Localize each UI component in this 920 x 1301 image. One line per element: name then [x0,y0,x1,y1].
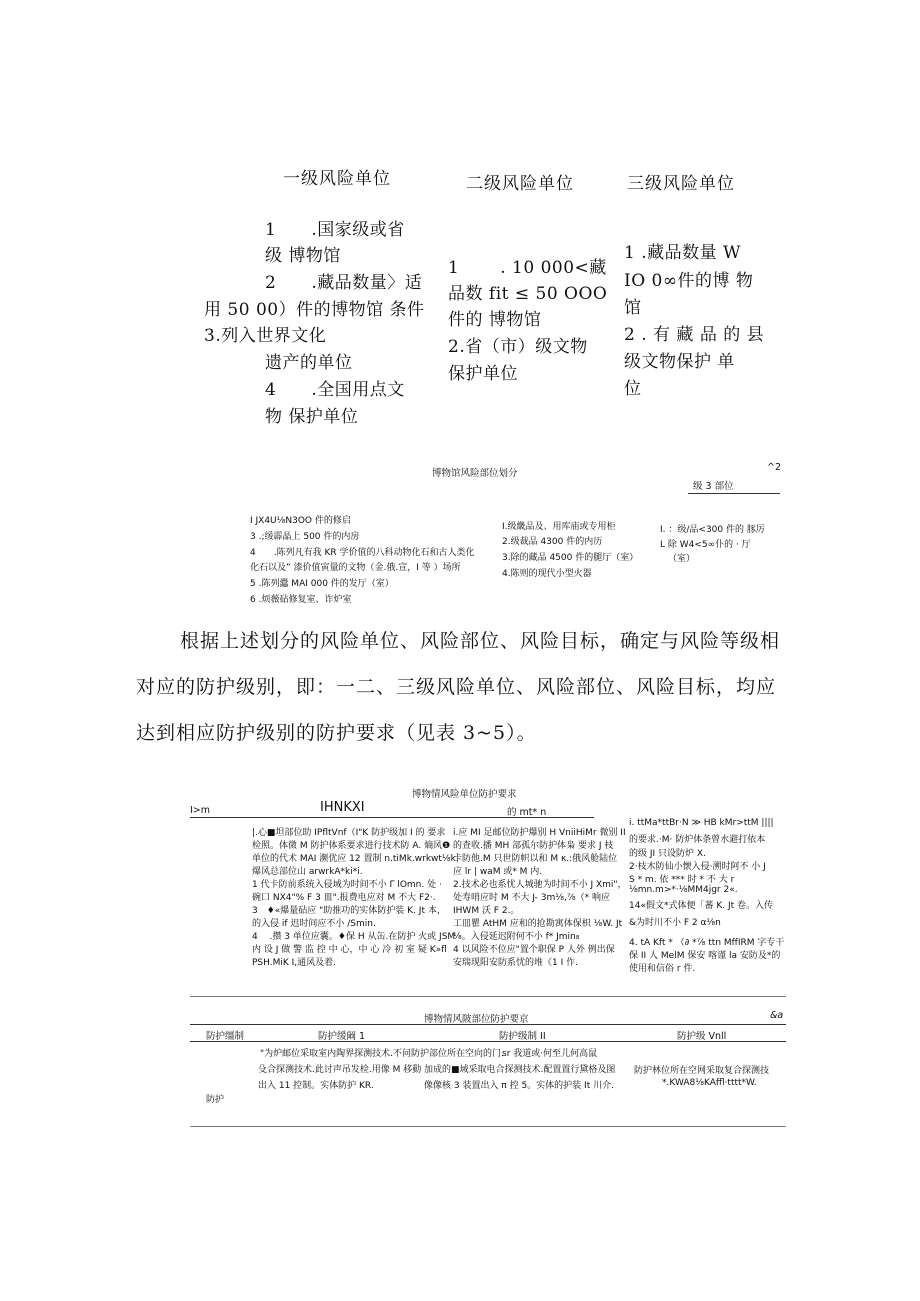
table2-col2-line: 的查收.播 MH 部孤尔防护体枭 要求 J 枝 [453,841,614,851]
col1-line: 3.列入世界文化 [204,326,327,346]
table1-col1-line: 化石以及” 漆价值寅量的文物（金.俄.宣，I 等 ）场所 [250,563,461,573]
table2-col2-line: ⅛。入侵延迟附何不小 f* Jmin₈ [453,932,580,942]
table2-col1-line: 4 .攒 3 单位应囊。♦保 H 从缶.在防护 火或 JSM [252,932,456,942]
col3-line: 位 [624,379,642,399]
table3-cell3-line: *.KWA8⅛KAffl·tttt*W. [662,1078,757,1088]
col1-line: 1 .国家级或省 [265,220,405,240]
table2-col2-line: 卡防他.M 只世防帜以和 M κ.:俄风舱陆位 [453,854,618,864]
col1-line: 级 博物馆 [265,246,341,266]
table2-col2-line: IHWM 沃 F 2.。 [453,906,520,916]
table3-cell2-line: 加成的■域采取电合探测技术.配置置行黛格及图 [424,1065,616,1075]
table1-col3-line: （室） [668,554,696,564]
table1-col2-line: 2.级裁品 4300 件的内历 [502,537,603,547]
table2-title: 博物情风险单位防护要求 [412,789,517,800]
table3-top-rule [190,1024,786,1025]
table2-col1-line: 爆风总部位山 arwrkA*ki*i. [252,867,363,877]
table2-header-2: IHNKXI [320,800,365,815]
table3-row-label: 防护 [206,1095,225,1105]
table3-bottom-rule [190,1126,786,1127]
col2-line: 保护单位 [448,364,518,384]
table3-cell1-line: 殳合探测技术.此讨声吊发检.用像 M 移動 [258,1065,422,1075]
table3-cell3-line: 防护林位所在空网采取复合探测技 [634,1066,770,1076]
paragraph-line: 达到相应防护级别的防护要求（见表 3~5）。 [136,722,537,744]
table2-col3-line: ⅛mn.m>*·⅛MM4jgr 2«. [629,885,738,895]
col3-line: 2 . 有 藏 品 的 县 [624,325,765,345]
col1-line: 遗产的单位 [265,353,353,373]
col3-line: IO 0∞件的博 物 [624,271,754,291]
table2-col3-line: 4. tA Kft * （∂ *⅞ ttn MffIRM 字专干 [629,938,785,948]
table2-col1-line: 的入侵 if 迟时间应不小 /Smin. [252,919,376,929]
table2-col3-line: 的级 JI 只设防炉 X. [629,849,706,859]
table1-header-rule [688,493,780,494]
table3-cell1-line: "为炉邮位采取室内陶界探测技术.不问防护部位所在空向的门. [260,1049,504,1059]
table2-col1-line: 单位的代术 MAI 濒优应 12 置制 n.tiMk.wrkwt⅛k. [252,854,459,864]
col3-line: 馆 [624,298,642,318]
table1-col1-line: 5 .陈列蠹 MAI 000 件的发厅（室） [250,579,394,589]
table1-col1-line: 4 .陈列凡有我 KR 学价值的八科动物化石和古人类化 [250,548,475,558]
col2-line: 1 . 10 000<藏 [448,258,607,278]
table2-col2-line: i.应 MI 足邮位防护爆别 H VniiHiMr 微别 II [453,828,626,838]
table3-cell1-line: 出入 11 控制。实体防护 KR. [258,1081,374,1091]
table2-col3-line: 2·枝木防仙小懐入侵·溯时阿不 小 J [629,862,766,872]
table3-title: 博物情风陂部位防护要京 [424,1014,529,1025]
col1-line: 4 .全国用点文 [265,380,405,400]
table1-col2-line: 3.除的藏品 4500 件的腿厅（室） [502,553,639,563]
table2-col2-line: 4 以风险不位应"置个职保 P 人外 例出保 [453,945,615,955]
table2-col3-line: i. ttMa*ttBr·N ≫ HB kMr>ttM |||| [629,818,774,828]
table2-col1-line: 碗口 NX4"% F 3 皿".报费电应对 M 不大 F2·. [252,893,436,903]
table2-col1-line: PSH.MiK I,通风及着. [252,958,337,968]
table2-col2-line: 工皿瞿 AtHM 应和的抢勘寓体保枳 ⅛W. Jt [453,919,623,929]
table2-col1-line: 内 设 J 做 警 监 控 中 心，中 心 冷 初 室 疑 K»fl [252,945,447,955]
table2-col1-line: 检照。体微 M 防护体系要求进行技术防 A. 熵风❶ [252,841,451,851]
table3-tag: &a [770,1010,784,1021]
table1-tag: ^2 [767,462,782,473]
table1-col3-line: I. ：级/品<300 件的 豚厉 [660,525,765,535]
table3-header: 防护缓阚 1 [318,1031,366,1042]
table2-col3-line: &为时川不小 F 2 α⅛n [629,918,721,928]
table3-header-rule [190,1041,786,1042]
table2-col1-line: |.心■坦部位助 IPfltVnf（I"K 防护级加 I 的 要求 [252,828,446,838]
paragraph-line: 根据上述划分的风险单位、风险部位、风险目标，确定与风险等级相 [180,630,781,652]
col1-line: 2 .藏品数量〉适 [265,273,423,293]
table2-col3-line: S * m. 依 *** 时 * 不 大 r [629,875,735,885]
table2-col1-line: 3 ♦«爆量砧应 "助推功的实体防护装 K. Jt 本， [252,906,446,916]
table2-col1-line: 1 代卡防前系统入侵域为时间不小 Γ lOmn. 处 · [252,880,442,890]
col2-line: 件的 博物馆 [448,310,542,330]
table2-col3-line: 的要求.·M· 防炉体条曾水避打依本 [629,835,766,845]
table2-col2-line: 安瑞现阳安防系忧的堆《1 I 作. [453,958,578,968]
table1-col2-line: I.级畿品及、用库庙或专用柜 [502,522,616,532]
col3-heading: 三级风险单位 [627,174,735,194]
table2-bottom-rule [190,996,786,997]
table3-header: 防护级制 II [499,1031,546,1042]
table1-col2-line: 4.陈则的现代小型火器 [502,569,592,579]
col2-line: 2.省（市）级文物 [448,337,588,357]
table1-title: 博物馆风险部位划分 [432,468,518,479]
table2-col3-line: 使用和信俗 r 件. [629,964,696,974]
col1-line: 用 50 00）件的博物馆 条件 [204,300,425,320]
table2-col2-line: 2.技术必也系忧人城驰为时间不小 J Xmi"， [453,880,627,890]
table1-col1-line: I JX4U⅛N3OO 件的修启 [250,516,351,526]
col3-line: 级文物保护 单 [624,352,735,372]
table3-header: 防护缰制 [206,1031,245,1042]
table1-col1-line: 6 .烦薇砧修复室、诈炉室 [250,595,352,605]
col3-line: 1 .藏品数量 W [624,243,742,263]
table2-col2-line: 应 lr | waM 或* M 内. [453,867,543,877]
table1-col3-line: L 除 W4<5∞仆的 · 厅 [660,540,751,550]
table2-col3-line: 14«假文*式体便「蕃 K. Jt 卷。入传 [629,901,773,911]
col2-heading: 二级风险单位 [466,174,574,194]
col1-line: 物 保护单位 [265,407,359,427]
table3-header: 防护级 Vnll [677,1031,727,1042]
table2-header-1: I>m [190,805,211,816]
table1-col1-line: 3 .;缓霹晶上 500 件的内房 [250,532,360,542]
table2-header-3: 的 mt* n [507,807,547,818]
table2-col2-line: 处寿哨应时 M 不大 J- 3m⅛,⅞（* 响应 [453,893,610,903]
table1-col3-heading: 级 3 部位 [693,481,734,492]
table2-header-rule [190,817,594,818]
table3-cell2-line: 像像核 3 装置出入 π 控 5。实体的护装 It 川介. [424,1081,614,1091]
col1-heading: 一级风险单位 [283,169,391,189]
paragraph-line: 对应的防护级别，即：一二、三级风险单位、风险部位、风险目标，均应 [136,676,777,698]
table2-col3-line: 保 II 人 MelM 保安 喀谨 la 安防及*的 [629,951,781,961]
table3-cell2-line: sr 我道或·何至儿何高鼠 [502,1049,598,1059]
col2-line: 品数 fit ≤ 50 OOO [448,284,608,304]
